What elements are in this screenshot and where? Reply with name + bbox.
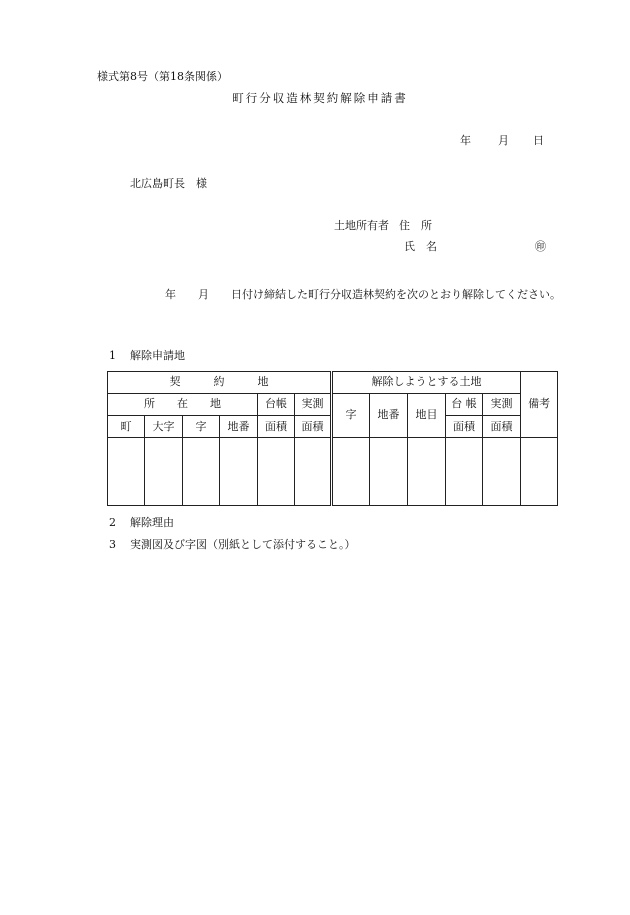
address-label: 住 所 (399, 219, 432, 232)
aza-header-2: 字 (332, 394, 370, 438)
addressee: 北広島町長 様 (130, 177, 207, 190)
section-2-title: 解除理由 (130, 516, 174, 529)
cell-land-category (408, 438, 446, 506)
cell-measured-area (295, 438, 332, 506)
section-2-number: 2 (109, 516, 116, 529)
measured-area2-header-bottom: 面積 (483, 416, 521, 438)
measured-area-header-top: 実測 (295, 394, 332, 416)
cell-lot-number-2 (370, 438, 408, 506)
measured-area-header-bottom: 面積 (295, 416, 332, 438)
cell-aza-2 (332, 438, 370, 506)
date-month-label: 月 (498, 134, 509, 147)
cell-registry-area (258, 438, 295, 506)
aza-header: 字 (183, 416, 220, 438)
cell-oaza (145, 438, 183, 506)
seal-mark: ㊞ (535, 240, 546, 253)
cell-remarks (521, 438, 558, 506)
registry-area-header-top: 台帳 (258, 394, 295, 416)
date-day-label: 日 (533, 134, 544, 147)
owner-role-label: 土地所有者 (334, 219, 389, 232)
cell-measured-area-2 (483, 438, 521, 506)
land-table (107, 371, 558, 506)
registry-area-header-bottom: 面積 (258, 416, 295, 438)
table-row (108, 438, 558, 506)
section-1 (109, 350, 185, 361)
section-3-title: 実測図及び字図（別紙として添付すること。） (130, 538, 356, 551)
date-year-label: 年 (460, 134, 471, 147)
body-text: 年 月 日付け締結した町行分収造林契約を次のとおり解除してください。 (165, 288, 561, 301)
owner-name-label: 氏 名 (404, 240, 437, 253)
contract-land-header: 契 約 地 (108, 372, 332, 394)
cell-aza (183, 438, 220, 506)
registry-area2-header-bottom: 面積 (446, 416, 483, 438)
land-category-header: 地目 (408, 394, 446, 438)
registry-area2-header-top: 台 帳 (446, 394, 483, 416)
release-land-header: 解除しようとする土地 (332, 372, 521, 394)
remarks-header: 備考 (521, 372, 558, 438)
section-3 (109, 539, 356, 550)
lot-number-header: 地番 (220, 416, 258, 438)
town-header: 町 (108, 416, 145, 438)
cell-registry-area-2 (446, 438, 483, 506)
section-2 (109, 517, 174, 528)
section-3-number: 3 (109, 538, 116, 551)
cell-lot-number (220, 438, 258, 506)
date-line (460, 135, 544, 146)
oaza-header: 大字 (145, 416, 183, 438)
lot-number-header-2: 地番 (370, 394, 408, 438)
measured-area2-header-top: 実測 (483, 394, 521, 416)
document-title: 町行分収造林契約解除申請書 (232, 91, 408, 105)
owner-address-line (334, 220, 432, 231)
section-1-number: 1 (109, 349, 116, 362)
location-header: 所 在 地 (108, 394, 258, 416)
section-1-title: 解除申請地 (130, 349, 185, 362)
cell-town (108, 438, 145, 506)
form-number: 様式第8号（第18条関係） (97, 70, 228, 83)
